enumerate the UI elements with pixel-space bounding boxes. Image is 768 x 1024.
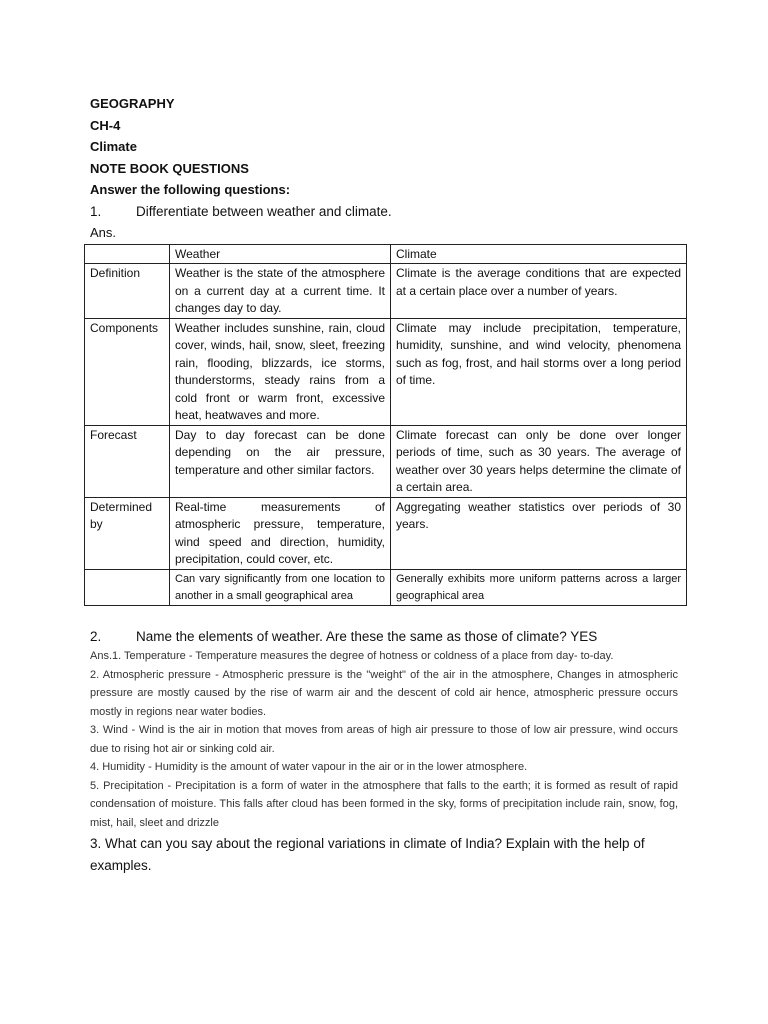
climate-cell: Generally exhibits more uniform patterns across a larger geographical area <box>391 569 687 605</box>
subject-heading: GEOGRAPHY <box>90 96 175 111</box>
table-row <box>85 318 687 425</box>
table-row <box>85 569 687 605</box>
question-3: 3. What can you say about the regional variations in climate of India? Explain with the help of examples. <box>90 836 645 873</box>
row-label: Determined by <box>85 497 170 569</box>
table-header-row <box>85 244 687 264</box>
answer-2-item: 2. Atmospheric pressure - Atmospheric pressure is the "weight" of the air in the atmosphere, Changes in atmospheric pressure are mostly caused by the rise of warm air and the descent of cold air hence, atmospheric pressure occurs mostly in regions near water bodies. <box>90 668 678 718</box>
instruction-heading: Answer the following questions: <box>90 182 291 197</box>
question-1-text: Differentiate between weather and climate. <box>136 203 392 219</box>
topic-heading: Climate <box>90 139 137 154</box>
weather-cell: Day to day forecast can be done depending on the air pressure, temperature and other similar factors. <box>170 425 391 497</box>
answer-2-item: 5. Precipitation - Precipitation is a form of water in the atmosphere that falls to the earth; it is formed as result of rapid condensation of moisture. This falls after cloud has been formed in the sky, forms of precipitation include rain, snow, fog, mist, hail, sleet and drizzle <box>90 779 678 829</box>
section-heading: NOTE BOOK QUESTIONS <box>90 160 249 176</box>
answer-1-label: Ans. <box>90 225 117 240</box>
row-label <box>85 569 170 605</box>
row-label: Components <box>85 318 170 425</box>
question-2-text: Name the elements of weather. Are these the same as those of climate? YES <box>136 628 598 644</box>
table-header-weather: Weather <box>170 244 391 264</box>
table-row <box>85 425 687 497</box>
weather-cell: Weather is the state of the atmosphere on a current day at a current time. It changes day to day. <box>170 264 391 319</box>
answer-2 <box>90 647 678 832</box>
answer-2-item: Ans.1. Temperature - Temperature measures the degree of hotness or coldness of a place from day- to-day. <box>90 650 614 662</box>
comparison-table <box>84 244 687 606</box>
row-label: Forecast <box>85 425 170 497</box>
question-1 <box>90 201 688 223</box>
row-label: Definition <box>85 264 170 319</box>
chapter-heading: CH-4 <box>90 117 121 133</box>
weather-cell: Weather includes sunshine, rain, cloud cover, winds, hail, snow, sleet, freezing rain, flooding, blizzards, ice storms, thunderstorms, steady rains from a cold front or warm front, excessive heat, heatwaves and more. <box>170 318 391 425</box>
weather-cell: Real-time measurements of atmospheric pressure, temperature, wind speed and direction, humidity, precipitation, could cover, etc. <box>170 497 391 569</box>
question-1-number: 1. <box>90 203 102 219</box>
table-row <box>85 264 687 319</box>
climate-cell: Climate forecast can only be done over longer periods of time, such as 30 years. The average of weather over 30 years helps determine the climate of a certain area. <box>391 425 687 497</box>
document-content <box>90 93 688 877</box>
weather-cell: Can vary significantly from one location to another in a small geographical area <box>170 569 391 605</box>
table-header-climate: Climate <box>391 244 687 264</box>
climate-cell: Climate may include precipitation, temperature, humidity, sunshine, and wind velocity, phenomena such as fog, frost, and hail storms over a long period of time. <box>391 318 687 425</box>
question-2-number: 2. <box>90 628 102 644</box>
answer-2-item: 3. Wind - Wind is the air in motion that moves from areas of high air pressure to those of low air pressure, wind occurs due to rising hot air or sinking cold air. <box>90 724 678 755</box>
climate-cell: Aggregating weather statistics over periods of 30 years. <box>391 497 687 569</box>
question-2 <box>90 626 688 648</box>
climate-cell: Climate is the average conditions that are expected at a certain place over a number of years. <box>391 264 687 319</box>
table-header-cell <box>85 244 170 264</box>
answer-2-item: 4. Humidity - Humidity is the amount of water vapour in the air or in the lower atmosphere. <box>90 761 528 773</box>
table-row <box>85 497 687 569</box>
